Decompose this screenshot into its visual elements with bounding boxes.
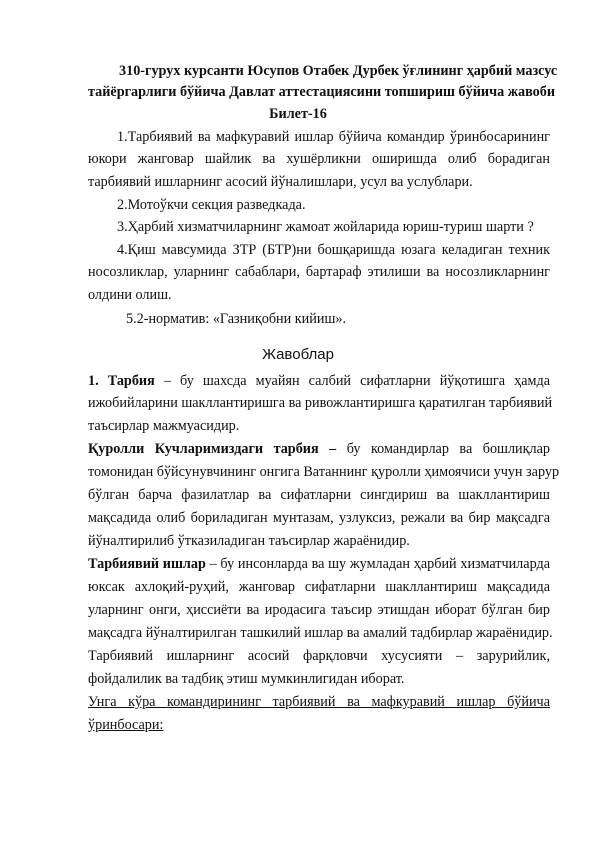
question-3: 3.Ҳарбий хизматчиларнинг жамоат жойларида юриш-туриш шарти ? bbox=[117, 219, 534, 235]
question-4-line-1: 4.Қиш мавсумида ЗТР (БТР)ни бошқаришда юзага келадиган техник bbox=[117, 242, 550, 258]
answer-1-line-3: таъсирлар мажмуасидир. bbox=[88, 418, 240, 434]
answer-2-line-2: томонидан бўйсунувчининг онгига Ватаннинг қуролли ҳимоячиси учун зарур bbox=[88, 464, 560, 480]
answer-2-line-4: мақсадида олиб бориладиган мунтазам, узлуксиз, режали ва бир мақсадга bbox=[88, 510, 550, 526]
answer-2-line-3: бўлган барча фазилатлар ва сифатларни сингдириш ва шакллантириш bbox=[88, 487, 550, 503]
question-4-line-3: олдини олиш. bbox=[88, 287, 172, 303]
answer-1-line-2: ижобийларини шакллантиришга ва ривожлантиришга қаратилган тарбиявий bbox=[88, 395, 553, 411]
term-tarbiya: 1. Тарбия bbox=[88, 373, 155, 389]
ticket-number: Билет-16 bbox=[269, 106, 327, 122]
question-2: 2.Мотоўкчи секция разведкада. bbox=[117, 197, 306, 213]
answer-4-line-1: Тарбиявий ишларнинг асосий фарқловчи хусусияти – зарурийлик, bbox=[88, 648, 550, 664]
question-1-line-1: 1.Тарбиявий ва мафкуравий ишлар бўйича командир ўринбосарининг bbox=[117, 129, 550, 145]
answer-3-line-1: Тарбиявий ишлар – бу инсонларда ва шу жумладан ҳарбий хизматчиларда bbox=[88, 556, 550, 572]
answer-3-line-3: уларнинг онги, ҳиссиёти ва иродасига таъсир этишдан иборат бўлган бир bbox=[88, 602, 550, 618]
question-1-line-3: тарбиявий ишларнинг асосий йўналишлари, усул ва услублари. bbox=[88, 174, 473, 190]
answer-5-line-2: ўринбосари: bbox=[88, 717, 164, 733]
question-1-line-2: юкори жанговар шайлик ва хушёрликни оширишда олиб борадиган bbox=[88, 151, 550, 167]
header-line-1: 310-гурух курсанти Юсупов Отабек Дурбек ўғлининг ҳарбий мазсус bbox=[119, 63, 558, 79]
answer-3-line-2: юксак ахлоқий-руҳий, жанговар сифатларни шакллантириш мақсадида bbox=[88, 579, 550, 595]
term-armed-forces-upbringing: Қуролли Кучларимиздаги тарбия – bbox=[88, 441, 337, 457]
answer-3-line-4: мақсадга йўналтирилган ташкилий ишлар ва амалий тадбирлар жараёнидир. bbox=[88, 625, 553, 641]
answers-title: Жавоблар bbox=[262, 346, 334, 363]
answer-2-line-5: йўналтирилиб ўтказиладиган таъсирлар жараёнидир. bbox=[88, 533, 410, 549]
term-educational-work: Тарбиявий ишлар bbox=[88, 556, 206, 572]
question-4-line-2: носозликлар, уларнинг сабаблари, бартараф этилиши ва носозликларнинг bbox=[88, 264, 550, 280]
answer-1-line-1: 1. Тарбия – бу шахсда муайян салбий сифатларни йўқотишга ҳамда bbox=[88, 373, 550, 389]
question-5: 5.2-норматив: «Газниқобни кийиш». bbox=[126, 311, 347, 327]
answer-5-line-1: Унга кўра командирининг тарбиявий ва мафкуравий ишлар бўйича bbox=[88, 694, 550, 710]
header-line-2: тайёргарлиги бўйича Давлат аттестациясини топшириш бўйича жавоби bbox=[88, 84, 556, 100]
answer-4-line-2: фойдалилик ва тадбиқ этиш мумкинлигидан иборат. bbox=[88, 671, 405, 687]
answer-2-line-1: Қуролли Кучларимиздаги тарбия – бу командирлар ва бошлиқлар bbox=[88, 441, 550, 457]
